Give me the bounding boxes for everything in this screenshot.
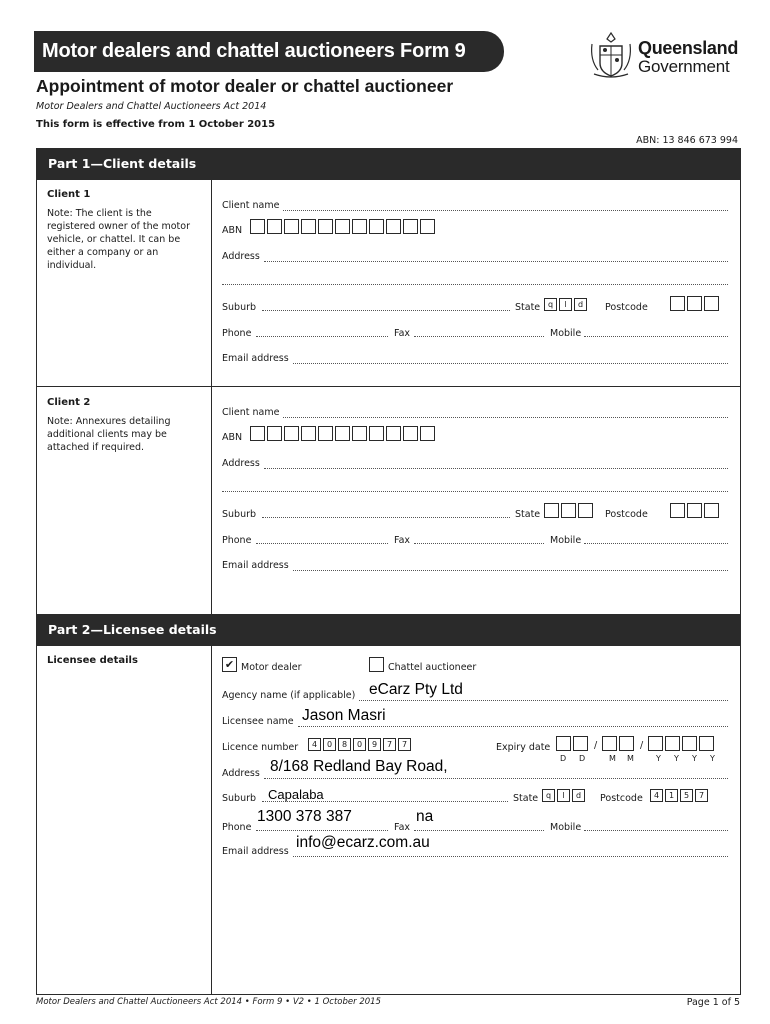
client2-suburb-input[interactable]: [262, 509, 510, 518]
suburb-label: Suburb: [222, 509, 257, 520]
client2-abn-boxes[interactable]: [250, 426, 437, 441]
licensee-name-label: Licensee name: [222, 716, 294, 727]
part2-divider: [211, 646, 212, 995]
fax-label: Fax: [394, 535, 411, 546]
client2-address-field[interactable]: [222, 458, 728, 469]
client2-address-line2[interactable]: [222, 483, 728, 492]
email-label: Email address: [222, 353, 289, 364]
form-subtitle: Appointment of motor dealer or chattel auctioneer: [36, 76, 454, 96]
expiry-day-boxes[interactable]: [556, 736, 590, 751]
expiry-date-label: Expiry date: [496, 742, 551, 753]
date-hint-y2: Y: [674, 754, 679, 763]
client2-heading: Client 2: [47, 397, 91, 408]
client1-address-line2[interactable]: [222, 276, 728, 285]
licensee-fax-input[interactable]: [414, 822, 544, 831]
client-separator: [36, 386, 741, 387]
crest-icon: [588, 30, 634, 80]
client1-postcode-boxes[interactable]: [670, 296, 721, 311]
date-slash: /: [594, 740, 598, 751]
licensee-name-value: Jason Masri: [302, 707, 386, 724]
logo-text-government: Government: [638, 57, 730, 76]
mobile-label: Mobile: [550, 822, 582, 833]
client2-name-field[interactable]: [222, 407, 728, 418]
licensee-details-heading: Licensee details: [47, 655, 138, 666]
act-name: Motor Dealers and Chattel Auctioneers Act 2014: [36, 101, 267, 112]
postcode-label: Postcode: [605, 302, 648, 313]
state-label: State: [513, 793, 539, 804]
motor-dealer-checkbox[interactable]: [222, 657, 237, 672]
client2-fax-input[interactable]: [414, 535, 544, 544]
suburb-label: Suburb: [222, 793, 257, 804]
phone-label: Phone: [222, 328, 252, 339]
phone-label: Phone: [222, 535, 252, 546]
date-slash: /: [640, 740, 644, 751]
client1-phone-row: [222, 328, 728, 342]
date-hint-y3: Y: [692, 754, 697, 763]
suburb-label: Suburb: [222, 302, 257, 313]
part1-header: Part 1—Client details: [36, 148, 741, 180]
client1-heading: Client 1: [47, 189, 91, 200]
client2-note: Note: Annexures detailing additional clients may be attached if required.: [47, 416, 171, 453]
client2-email-field[interactable]: [222, 560, 728, 571]
client2-phone-input[interactable]: [256, 535, 388, 544]
abn-label: ABN: [222, 225, 243, 236]
agency-name-value: eCarz Pty Ltd: [369, 681, 463, 698]
state-label: State: [515, 509, 541, 520]
date-hint-y1: Y: [656, 754, 661, 763]
chattel-auctioneer-label: Chattel auctioneer: [388, 662, 477, 673]
email-label: Email address: [222, 846, 289, 857]
client1-suburb-row: [222, 298, 728, 316]
licensee-phone-value: 1300 378 387: [257, 808, 352, 825]
logo-text-queensland: Queensland: [638, 38, 739, 58]
client1-email-field[interactable]: [222, 353, 728, 364]
postcode-label: Postcode: [600, 793, 643, 804]
postcode-label: Postcode: [605, 509, 648, 520]
client1-abn-row: [222, 222, 728, 240]
department-abn: ABN: 13 846 673 994: [636, 135, 738, 146]
licence-number-boxes[interactable]: 4 0 8 0 9 7 7: [308, 738, 413, 751]
client2-state-boxes[interactable]: [544, 503, 595, 518]
client1-abn-boxes[interactable]: [250, 219, 437, 234]
chattel-auctioneer-checkbox[interactable]: [369, 657, 384, 672]
motor-dealer-label: Motor dealer: [241, 662, 302, 673]
expiry-month-boxes[interactable]: [602, 736, 636, 751]
licensee-state-boxes[interactable]: q l d: [542, 789, 587, 802]
footer-act-reference: Motor Dealers and Chattel Auctioneers Act 2014 • Form 9 • V2 • 1 October 2015: [36, 997, 381, 1007]
licensee-mobile-input[interactable]: [584, 822, 728, 831]
date-hint-y4: Y: [710, 754, 715, 763]
form-title-bar: [34, 31, 504, 72]
phone-label: Phone: [222, 822, 252, 833]
mobile-label: Mobile: [550, 328, 582, 339]
address-label: Address: [222, 768, 260, 779]
client1-mobile-input[interactable]: [584, 328, 728, 337]
address-label: Address: [222, 458, 260, 469]
date-hint-m2: M: [627, 754, 634, 763]
client-name-label: Client name: [222, 407, 280, 418]
fax-label: Fax: [394, 328, 411, 339]
form-title: Motor dealers and chattel auctioneers Form 9: [42, 40, 466, 62]
date-hint-d2: D: [579, 754, 586, 763]
expiry-year-boxes[interactable]: [648, 736, 716, 751]
client2-phone-row: [222, 535, 728, 549]
state-label: State: [515, 302, 541, 313]
client-name-label: Client name: [222, 200, 280, 211]
client1-note: Note: The client is the registered owner of the motor vehicle, or chattel. It can be either a company or an individual.: [47, 208, 190, 271]
date-hint-m1: M: [609, 754, 616, 763]
licensee-fax-value: na: [416, 808, 434, 825]
effective-date: This form is effective from 1 October 2015: [36, 119, 276, 130]
agency-name-label: Agency name (if applicable): [222, 690, 356, 701]
email-label: Email address: [222, 560, 289, 571]
licence-number-label: Licence number: [222, 742, 299, 753]
client1-phone-input[interactable]: [256, 328, 388, 337]
date-hint-d1: D: [560, 754, 567, 763]
client1-suburb-input[interactable]: [262, 302, 510, 311]
licensee-suburb-value: Capalaba: [268, 787, 324, 802]
licensee-email-value: info@ecarz.com.au: [296, 834, 430, 851]
queensland-government-logo: [588, 30, 748, 80]
part1-divider: [211, 180, 212, 614]
licensee-name-field[interactable]: [222, 716, 728, 727]
licence-row: [222, 738, 728, 756]
address-label: Address: [222, 251, 260, 262]
page-number: Page 1 of 5: [686, 997, 740, 1008]
part2-header: Part 2—Licensee details: [36, 614, 741, 646]
licensee-postcode-boxes[interactable]: 4 1 5 7: [650, 789, 710, 802]
mobile-label: Mobile: [550, 535, 582, 546]
client2-suburb-row: [222, 505, 728, 523]
abn-label: ABN: [222, 432, 243, 443]
client1-address-field[interactable]: [222, 251, 728, 262]
client2-postcode-boxes[interactable]: [670, 503, 721, 518]
checkmark-icon: ✔: [224, 658, 235, 671]
client1-fax-input[interactable]: [414, 328, 544, 337]
client2-abn-row: [222, 429, 728, 447]
licensee-address-value: 8/168 Redland Bay Road,: [270, 758, 448, 775]
agency-name-field[interactable]: [222, 690, 728, 701]
client2-mobile-input[interactable]: [584, 535, 728, 544]
client1-state-boxes[interactable]: q l d: [544, 298, 589, 311]
client1-name-field[interactable]: [222, 200, 728, 211]
fax-label: Fax: [394, 822, 411, 833]
